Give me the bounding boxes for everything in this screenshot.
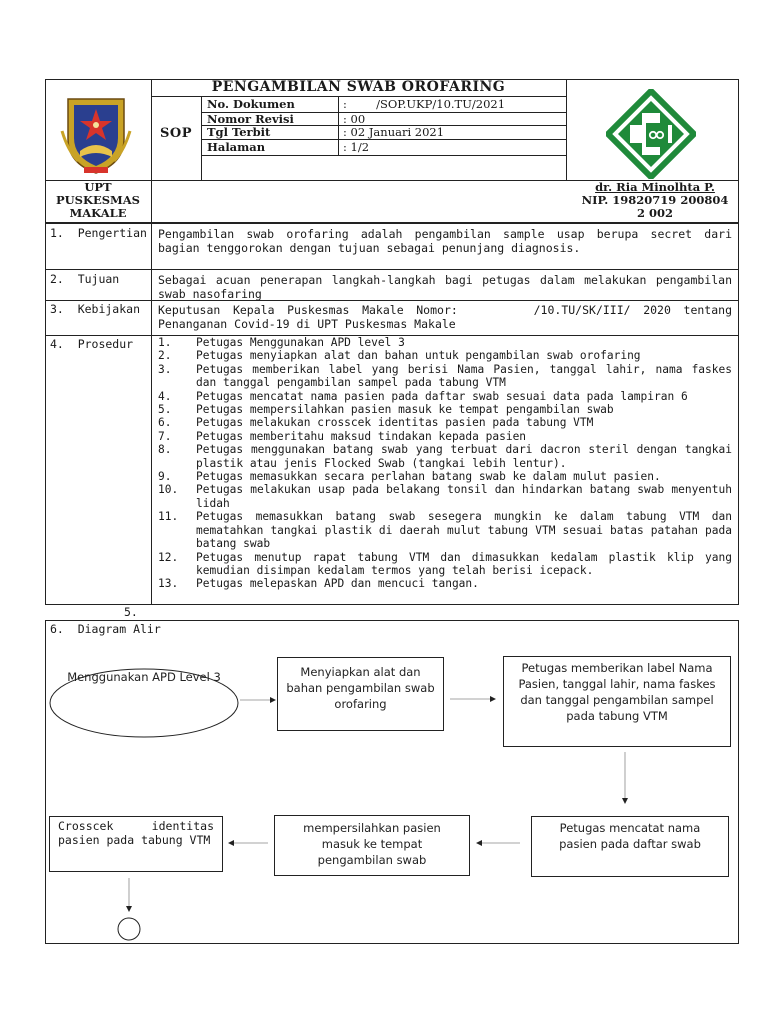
flow-step-record	[531, 816, 729, 877]
procedure-step-number: 6.	[158, 416, 172, 430]
meta-value-nomor-revisi: : 00	[343, 112, 366, 126]
section-label-tujuan: 2. Tujuan	[50, 272, 120, 286]
procedure-step	[158, 390, 732, 403]
meta-label-halaman: Halaman	[207, 140, 266, 154]
meta-value-halaman: : 1/2	[343, 140, 370, 154]
procedure-step-text: Petugas melakukan crosscek identitas pasien pada tabung VTM	[196, 416, 594, 430]
emblem-icon	[58, 91, 134, 177]
procedure-step	[158, 470, 732, 483]
procedure-step-text: Petugas menyiapkan alat dan bahan untuk pengambilan swab orofaring	[196, 349, 641, 363]
procedure-step-text: Petugas mencatat nama pasien pada daftar swab sesuai data pada lampiran 6	[196, 389, 688, 403]
procedure-step-text: Petugas menggunakan batang swab yang terbuat dari dacron steril dengan tangkai plastik atau jenis Flocked Swab (tangkai lebih lentur).	[196, 443, 732, 470]
procedure-step-text: Petugas melepaskan APD dan mencuci tangan.	[196, 577, 479, 591]
meta-label-tgl-terbit: Tgl Terbit	[207, 125, 271, 139]
flow-step-record-text: Petugas mencatat nama pasien pada daftar swab	[559, 821, 701, 851]
content-divider	[151, 223, 152, 605]
header-divider	[566, 79, 567, 180]
flow-step-prepare-text: Menyiapkan alat dan bahan pengambilan swab orofaring	[286, 665, 435, 711]
procedure-step-number: 4.	[158, 389, 172, 403]
procedure-step-number: 11.	[158, 510, 179, 524]
header-divider	[151, 79, 152, 223]
puskesmas-cross-icon	[606, 89, 696, 179]
procedure-step-number: 13.	[158, 577, 179, 591]
signer-nip-cont: 2 002	[636, 206, 673, 220]
regional-emblem-logo	[58, 91, 134, 177]
meta-label-nomor-revisi: Nomor Revisi	[207, 112, 294, 126]
flow-start-oval	[48, 667, 240, 739]
org-line: PUSKESMAS	[55, 193, 140, 207]
procedure-step-number: 12.	[158, 550, 179, 564]
org-name	[45, 181, 151, 220]
meta-value-no-dokumen: : /SOP.UKP/10.TU/2021	[343, 97, 506, 111]
section-label-pengertian: 1. Pengertian	[50, 226, 147, 240]
signer-block	[572, 181, 738, 220]
procedure-step-number: 8.	[158, 443, 172, 457]
procedure-step-text: Petugas memasukkan batang swab sesegera mungkin ke dalam tabung VTM dan mematahkan tangkai plastik di daerah mulut tabung VTM sesuai batas patahan pada batang swab	[196, 510, 732, 551]
flow-step-label	[503, 656, 731, 747]
diagram-label: 6. Diagram Alir	[50, 622, 161, 636]
section-text-tujuan: Sebagai acuan penerapan langkah-langkah bagi petugas dalam melakukan pengambilan swab nasofaring	[158, 273, 732, 301]
procedure-step	[158, 403, 732, 416]
puskesmas-logo	[606, 89, 696, 179]
flow-step-crosscheck	[49, 816, 223, 872]
procedure-step-number: 9.	[158, 470, 172, 484]
procedure-step	[158, 416, 732, 429]
procedure-step-number: 3.	[158, 362, 172, 376]
procedure-step	[158, 349, 732, 362]
procedure-step-number: 2.	[158, 349, 172, 363]
content-divider	[45, 269, 739, 270]
procedure-step-number: 7.	[158, 429, 172, 443]
procedure-step-text: Petugas memberikan label yang berisi Nama Pasien, tanggal lahir, nama faskes dan tanggal pengambilan sampel pada tabung VTM	[196, 362, 732, 390]
procedure-step-text: Petugas memberitahu maksud tindakan kepada pasien	[196, 429, 527, 443]
section-label-kebijakan: 3. Kebijakan	[50, 302, 141, 316]
procedure-step-number: 1.	[158, 336, 172, 349]
signer-name: dr. Ria Minolhta P.	[595, 180, 715, 194]
procedure-step	[158, 551, 732, 578]
signer-nip: NIP. 19820719 200804	[581, 193, 729, 207]
procedure-step-number: 5.	[158, 403, 172, 417]
procedure-step	[158, 510, 732, 550]
page-title: PENGAMBILAN SWAB OROFARING	[211, 79, 506, 95]
org-line: UPT	[84, 180, 112, 194]
procedure-step	[158, 430, 732, 443]
section-text-pengertian: Pengambilan swab orofaring adalah pengambilan sample usap berupa secret dari bagian tenggorokan dengan tujuan sebagai penunjang diagnosis.	[158, 227, 732, 255]
procedure-step-number: 10.	[158, 483, 179, 497]
section-label-prosedur: 4. Prosedur	[50, 337, 134, 351]
flow-step-invite-text: mempersilahkan pasien masuk ke tempat pengambilan swab	[303, 821, 441, 867]
flow-start-text: Menggunakan APD Level 3	[67, 670, 221, 684]
procedure-step-text: Petugas memasukkan secara perlahan batang swab ke dalam mulut pasien.	[196, 470, 661, 484]
procedure-step	[158, 483, 732, 510]
procedure-step-text: Petugas mempersilahkan pasien masuk ke tempat pengambilan swab	[196, 403, 614, 417]
procedure-step-text: Petugas Menggunakan APD level 3	[196, 336, 405, 349]
header-divider	[201, 96, 202, 180]
procedure-step-text: Petugas melakukan usap pada belakang tonsil dan hindarkan batang swab menyentuh lidah	[196, 483, 732, 510]
flow-step-invite	[274, 815, 470, 876]
procedure-list	[158, 336, 732, 591]
sop-label: SOP	[160, 126, 192, 141]
org-line: MAKALE	[69, 206, 127, 220]
orphan-number: 5.	[124, 605, 138, 619]
flow-step-prepare	[277, 657, 444, 731]
header-divider	[201, 155, 566, 156]
procedure-step	[158, 577, 732, 590]
procedure-step	[158, 443, 732, 470]
section-text-kebijakan: Keputusan Kepala Puskesmas Makale Nomor: /10.TU/SK/III/ 2020 tentang Penanganan Covid-19 di UPT Puskesmas Makale	[158, 303, 739, 331]
meta-value-tgl-terbit: : 02 Januari 2021	[343, 125, 445, 139]
flow-step-label-text: Petugas memberikan label Nama Pasien, tanggal lahir, nama faskes dan tanggal pengambilan sampel pada tabung VTM	[518, 661, 716, 723]
procedure-step-text: Petugas menutup rapat tabung VTM dan dimasukkan kedalam plastik klip yang kemudian disimpan kedalam termos yang telah berisi icepack.	[196, 550, 732, 577]
meta-label-no-dokumen: No. Dokumen	[207, 97, 295, 111]
flow-step-crosscheck-text: Crosscek identitas pasien pada tabung VTM	[58, 819, 214, 847]
procedure-step	[158, 363, 732, 390]
procedure-step	[158, 336, 732, 349]
